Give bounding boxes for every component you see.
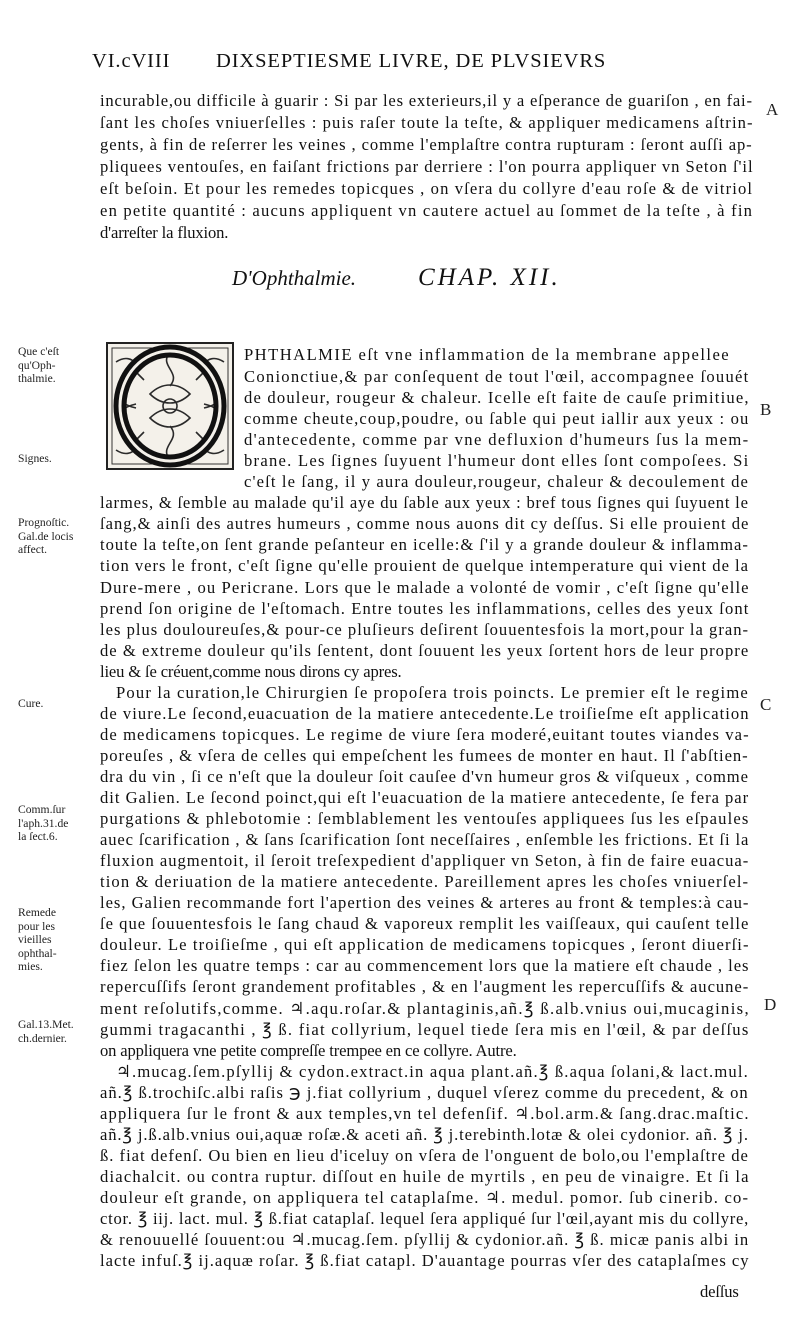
body-line: on appliquera vne petite compreſſe trempee en ce collyre. Autre. xyxy=(100,1040,517,1060)
body-line: comme cheute,coup,poudre, ou ſable qui peut iallir aux yeux : ou xyxy=(244,409,750,429)
margin-note-line: Prognoſtic. xyxy=(18,516,70,529)
body-line: de douleur, rougeur & chaleur. Icelle eſt faite de cauſe primitiue, xyxy=(244,388,750,408)
body-line: lacte infuſ.℥ ij.aquæ roſar. ℥ ß.fiat catapl. D'auantage pourras vſer des cataplaſmes cy xyxy=(100,1251,750,1271)
margin-note-line: Comm.ſur xyxy=(18,803,66,816)
body-line: douleur. Le troiſieſme , qui eſt application de medicamens topicques , ſeront diuerſi- xyxy=(100,935,750,955)
body-line: de & extreme douleur qu'ils ſentent, dont ſouuent les yeux ſortent hors de leur propre xyxy=(100,640,750,660)
margin-letter: B xyxy=(760,400,772,419)
body-line: poreuſes , & vſera de celles qui empeſchent les fumees de monter en haut. Il ſ'abſtien- xyxy=(100,745,749,765)
body-line: tion & deriuation de la matiere antecedente. Pareillement apres les choſes vniuerſel- xyxy=(100,872,750,892)
intro-line: incurable,ou difficile à guarir : Si par les exterieurs,il y a eſperance de guariſon , en fai- xyxy=(100,91,753,110)
margin-note-line: affect. xyxy=(18,543,48,557)
margin-letter: C xyxy=(760,695,772,714)
margin-note xyxy=(18,345,59,386)
chapter-number: CHAP. XII. xyxy=(418,264,561,291)
folio-number: VI.cVIII xyxy=(92,50,171,72)
body-line: de viure.Le ſecond,euacuation de la matiere antecedente.Le troiſieſme eſt application xyxy=(100,703,750,723)
margin-note xyxy=(18,516,73,557)
body-line: ♃.mucag.ſem.pſyllij & cydon.extract.in aqua plant.añ.℥ ß.aqua ſolani,& lact.mul. xyxy=(116,1061,749,1081)
body-line: diachalcit. ou contra ruptur. diſſout en huile de myrtils , en peu de vinaigre. Et ſi la xyxy=(100,1166,750,1186)
body-line: les plus douloureuſes,& pour-ce pluſieurs deſirent ſouuentesfois la mort,pour la gran- xyxy=(100,619,750,639)
margin-note-line: Cure. xyxy=(18,697,44,710)
body-line: toute la teſte,on ſent grande peſanteur en icelle:& ſ'il y a grande douleur & inflamma- xyxy=(100,535,749,555)
body-line: Pour la curation,le Chirurgien ſe propoſera trois poincts. Le premier eſt le regime xyxy=(116,682,749,702)
body-line: douleur eſt grande, on appliquera tel cataplaſme. ♃. medul. pomor. ſub cinerib. co- xyxy=(100,1187,750,1207)
margin-note xyxy=(18,697,43,711)
margin-note-line: ophthal- xyxy=(18,946,57,960)
body-line: les, Galien recommande fort l'apertion des veines & arteres au front & temples:à cau- xyxy=(100,893,750,913)
margin-note xyxy=(18,1018,74,1045)
first-line-rest: PHTHALMIE eſt vne inflammation de la membrane appellee xyxy=(244,345,731,364)
margin-note xyxy=(18,803,68,844)
body-line: dra du vin , ſi ce n'eſt que la douleur ſoit cauſee d'vn humeur gros & viſqueux , comme xyxy=(100,766,749,786)
body-line: prend ſon origine de l'eſtomach. Entre toutes les inflammations, celles des yeux ſont xyxy=(100,598,750,618)
body-line: añ.℥ ß.trochiſc.albi raſis ℈ j.fiat collyrium , duquel vſerez comme du precedent, & on xyxy=(100,1082,749,1102)
margin-note-line: Gal.de locis xyxy=(18,529,74,543)
margin-letter: A xyxy=(766,100,779,119)
margin-note-line: vieilles xyxy=(18,933,52,947)
body-line: ment reſolutifs,comme. ♃.aqu.roſar.& plantaginis,añ.℥ ß.alb.vnius oui,mucaginis, xyxy=(100,998,750,1018)
decorated-initial-o-icon xyxy=(106,342,234,470)
margin-note xyxy=(18,452,52,466)
body-line: gummi tragacanthi , ℥ ß. fiat collyrium, lequel tiede ſera mis en l'œil, & par deſſus xyxy=(100,1019,750,1039)
margin-letter: D xyxy=(764,995,777,1014)
body-line: ctor. ℥ iij. lact. mul. ℥ ß.fiat cataplaſ. lequel ſera appliqué ſur l'œil,ayant mis du collyre, xyxy=(100,1209,750,1228)
intro-line: en petite quantité : aucuns appliquent vn cautere actuel au ſommet de la teſte , à fin xyxy=(100,201,754,220)
body-line: Conionctiue,& par conſequent de tout l'œil, accompagnee ſouuét xyxy=(244,367,750,386)
intro-line: gents, à fin de reſerrer les veines , comme l'emplaſtre contra rupturam : ſeront auſſi ap- xyxy=(100,135,753,154)
intro-line: ſant les choſes vniuerſelles : puis raſer toute la teſte, & appliquer medicamens aſtrin- xyxy=(100,113,754,132)
body-line: ſang,& ainſi des autres humeurs , comme nous auons dit cy deſſus. Si elle prouient de xyxy=(100,514,750,534)
body-line: dit Galien. Le ſecond poinct,qui eſt l'euacuation de la matiere antecedente, ſe fera par xyxy=(100,788,750,807)
chapter-title: D'Ophthalmie. xyxy=(232,266,357,290)
body-line: añ.℥ j.ß.alb.vnius oui,aquæ roſæ.& aceti añ. ℥ j.terebinth.lotæ & olei cydonior. añ. ℥ j. xyxy=(100,1124,749,1144)
body-line: de medicamens topicques. Le regime de viure ſera moderé,euitant toutes viandes va- xyxy=(100,724,750,744)
intro-line: pliquees ventouſes, en faiſant frictions par derriere : l'on pourra appliquer vn Seton ſ'il xyxy=(100,157,754,176)
margin-note-line: l'aph.31.de xyxy=(18,816,69,830)
body-line: ſe que ſouuentesfois le ſang chaud & vaporeux remplit les vaiſſeaux, qui cauſent telle xyxy=(100,914,750,934)
margin-note-line: Que c'eſt xyxy=(18,345,60,358)
margin-note-line: mies. xyxy=(18,960,43,974)
margin-note-line: qu'Oph- xyxy=(18,358,56,372)
margin-note-line: Signes. xyxy=(18,452,52,465)
margin-note-line: thalmie. xyxy=(18,372,56,386)
intro-line: eſt beſoin. Et pour les remedes topicques , on vſera du collyre d'eau roſe & de vitriol xyxy=(100,179,754,198)
body-line: & renouuellé ſouuent:ou ♃.mucag.ſem. pſyllij & cydonior.añ. ℥ ß. micæ panis albi in xyxy=(100,1230,750,1250)
body-line: ß. fiat defenſ. Ou bien en lieu d'iceluy on vſera de l'onguent de bolo,ou l'emplaſtre de xyxy=(100,1145,749,1165)
margin-note-line: Gal.13.Met. xyxy=(18,1018,74,1031)
body-line: c'eſt le ſang, il y aura douleur,rougeur, chaleur & decoulement de xyxy=(244,472,749,492)
body-line: brane. Les ſignes ſuyuent l'humeur dont elles ſont compoſees. Si xyxy=(244,451,750,471)
running-title: DIXSEPTIESME LIVRE, DE PLVSIEVRS xyxy=(216,50,607,72)
body-line: purgations & phlebotomie : ſemblablement les ventouſes appliquees ſus les eſpaules xyxy=(100,809,750,829)
body-line: larmes, & ſemble au malade qu'il aye du ſable aux yeux : bref tous ſignes qui ſuyuent le xyxy=(100,493,749,513)
margin-note xyxy=(18,906,57,974)
body-line: fiez ſelon les quatre temps : car au commencement lors que la matiere eſt chaude , les xyxy=(100,956,750,976)
margin-note-line: Remede xyxy=(18,906,56,919)
body-line: repercuſſifs ſeront grandement profitables , & en l'augment les repercuſſifs & aucune- xyxy=(100,977,750,997)
intro-line: d'arreſter la fluxion. xyxy=(100,223,229,242)
body-line: tion vers le front, c'eſt ſigne qu'elle prouient de quelque intemperature qui vient de la xyxy=(100,556,750,576)
body-line: Dure-mere , ou Pericrane. Lors que le malade a volonté de vomir , c'eſt ſigne qu'elle xyxy=(100,577,750,597)
body-line: appliquera ſur le front & aux temples,vn tel defenſif. ♃.bol.arm.& ſang.drac.maſtic. xyxy=(100,1103,750,1123)
body-line: lieu & ſe créuent,comme nous dirons cy apres. xyxy=(100,661,402,681)
catchword: deſſus xyxy=(700,1282,739,1301)
margin-note-line: la ſect.6. xyxy=(18,830,58,844)
body-line: fluxion augmentoit, il ſeroit treſexpedient d'appliquer vn Seton, à fin de faire euacua- xyxy=(100,851,750,871)
body-line: d'antecedente, comme par vne defluxion d'humeurs ſus la mem- xyxy=(244,430,750,450)
margin-note-line: ch.dernier. xyxy=(18,1031,67,1045)
margin-note-line: pour les xyxy=(18,919,56,933)
body-line: auec ſcarification , & ſans ſcarification ſont neceſſaires , enſemble les frictions. Et ſi la xyxy=(100,830,750,850)
